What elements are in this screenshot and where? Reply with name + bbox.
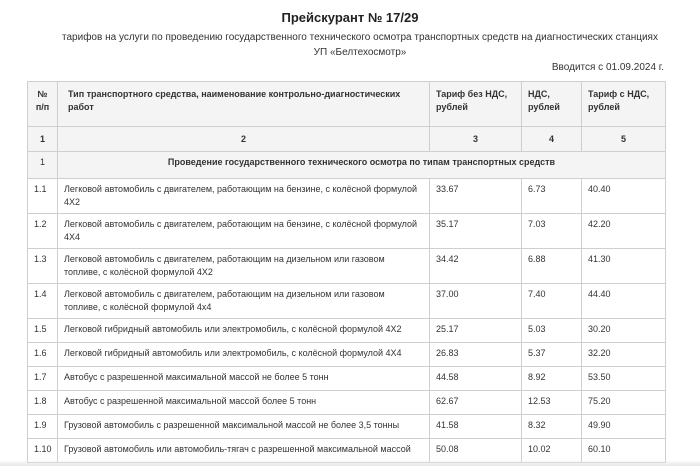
row-vat: 8.92 <box>522 367 582 391</box>
column-number: 3 <box>430 127 522 152</box>
table-row <box>28 343 666 367</box>
header-total: Тариф с НДС, рублей <box>582 82 666 127</box>
row-total: 42.20 <box>582 214 666 249</box>
row-name: Легковой автомобиль с двигателем, работающим на бензине, с колёсной формулой 4Х2 <box>58 179 430 214</box>
row-total: 44.40 <box>582 284 666 319</box>
row-total: 41.30 <box>582 249 666 284</box>
table-row <box>28 249 666 284</box>
row-number: 1.10 <box>28 439 58 463</box>
row-total: 40.40 <box>582 179 666 214</box>
row-name: Легковой автомобиль с двигателем, работающим на дизельном или газовом топливе, с колёсной формулой 4х4 <box>58 284 430 319</box>
price-table <box>27 81 666 463</box>
row-number: 1.9 <box>28 415 58 439</box>
row-name: Легковой автомобиль с двигателем, работающим на бензине, с колёсной формулой 4Х4 <box>58 214 430 249</box>
row-vat: 12.53 <box>522 391 582 415</box>
table-row <box>28 319 666 343</box>
row-tariff: 33.67 <box>430 179 522 214</box>
row-tariff: 62.67 <box>430 391 522 415</box>
header-tariff: Тариф без НДС, рублей <box>430 82 522 127</box>
table-header-row <box>28 82 666 127</box>
header-vat: НДС, рублей <box>522 82 582 127</box>
column-number: 5 <box>582 127 666 152</box>
row-vat: 6.73 <box>522 179 582 214</box>
row-vat: 8.32 <box>522 415 582 439</box>
row-name: Грузовой автомобиль с разрешенной максимальной массой не более 3,5 тонны <box>58 415 430 439</box>
row-total: 30.20 <box>582 319 666 343</box>
table-row <box>28 439 666 463</box>
table-row <box>28 391 666 415</box>
row-tariff: 34.42 <box>430 249 522 284</box>
row-number: 1.7 <box>28 367 58 391</box>
row-name: Автобус с разрешенной максимальной массой не более 5 тонн <box>58 367 430 391</box>
row-name: Легковой автомобиль с двигателем, работающим на дизельном или газовом топливе, с колёсной формулой 4Х2 <box>58 249 430 284</box>
section-number: 1 <box>28 152 58 179</box>
row-total: 53.50 <box>582 367 666 391</box>
column-number: 4 <box>522 127 582 152</box>
page-title: Прейскурант № 17/29 <box>281 10 419 25</box>
row-name: Легковой гибридный автомобиль или электромобиль, с колёсной формулой 4Х2 <box>58 319 430 343</box>
table-row <box>28 415 666 439</box>
row-vat: 5.37 <box>522 343 582 367</box>
table-row <box>28 214 666 249</box>
column-number: 2 <box>58 127 430 152</box>
effective-date: Вводится с 01.09.2024 г. <box>551 62 664 73</box>
header-name: Тип транспортного средства, наименование контрольно-диагностических работ <box>58 82 430 127</box>
row-name: Легковой гибридный автомобиль или электромобиль, с колёсной формулой 4Х4 <box>58 343 430 367</box>
table-row <box>28 367 666 391</box>
row-vat: 7.03 <box>522 214 582 249</box>
row-number: 1.4 <box>28 284 58 319</box>
row-tariff: 50.08 <box>430 439 522 463</box>
row-vat: 5.03 <box>522 319 582 343</box>
row-total: 32.20 <box>582 343 666 367</box>
page-subtitle <box>28 30 692 60</box>
row-tariff: 41.58 <box>430 415 522 439</box>
row-tariff: 25.17 <box>430 319 522 343</box>
row-number: 1.2 <box>28 214 58 249</box>
row-vat: 6.88 <box>522 249 582 284</box>
table-row <box>28 179 666 214</box>
subtitle-line-1: тарифов на услуги по проведению государственного технического осмотра транспортных средств на диагностических станциях <box>62 32 658 43</box>
row-tariff: 26.83 <box>430 343 522 367</box>
row-number: 1.5 <box>28 319 58 343</box>
subtitle-line-2: УП «Белтехосмотр» <box>313 47 407 58</box>
row-number: 1.8 <box>28 391 58 415</box>
row-number: 1.6 <box>28 343 58 367</box>
row-total: 49.90 <box>582 415 666 439</box>
bottom-scroll-shadow <box>0 460 700 466</box>
column-number: 1 <box>28 127 58 152</box>
row-number: 1.1 <box>28 179 58 214</box>
column-number-row <box>28 127 666 152</box>
section-row <box>28 152 666 179</box>
row-tariff: 37.00 <box>430 284 522 319</box>
row-name: Автобус с разрешенной максимальной массой более 5 тонн <box>58 391 430 415</box>
row-tariff: 35.17 <box>430 214 522 249</box>
row-number: 1.3 <box>28 249 58 284</box>
row-vat: 10.02 <box>522 439 582 463</box>
row-vat: 7.40 <box>522 284 582 319</box>
row-name: Грузовой автомобиль или автомобиль-тягач с разрешенной максимальной массой <box>58 439 430 463</box>
row-total: 75.20 <box>582 391 666 415</box>
header-no: № п/п <box>28 82 58 127</box>
section-title: Проведение государственного технического осмотра по типам транспортных средств <box>58 152 666 179</box>
table-row <box>28 284 666 319</box>
row-tariff: 44.58 <box>430 367 522 391</box>
row-total: 60.10 <box>582 439 666 463</box>
